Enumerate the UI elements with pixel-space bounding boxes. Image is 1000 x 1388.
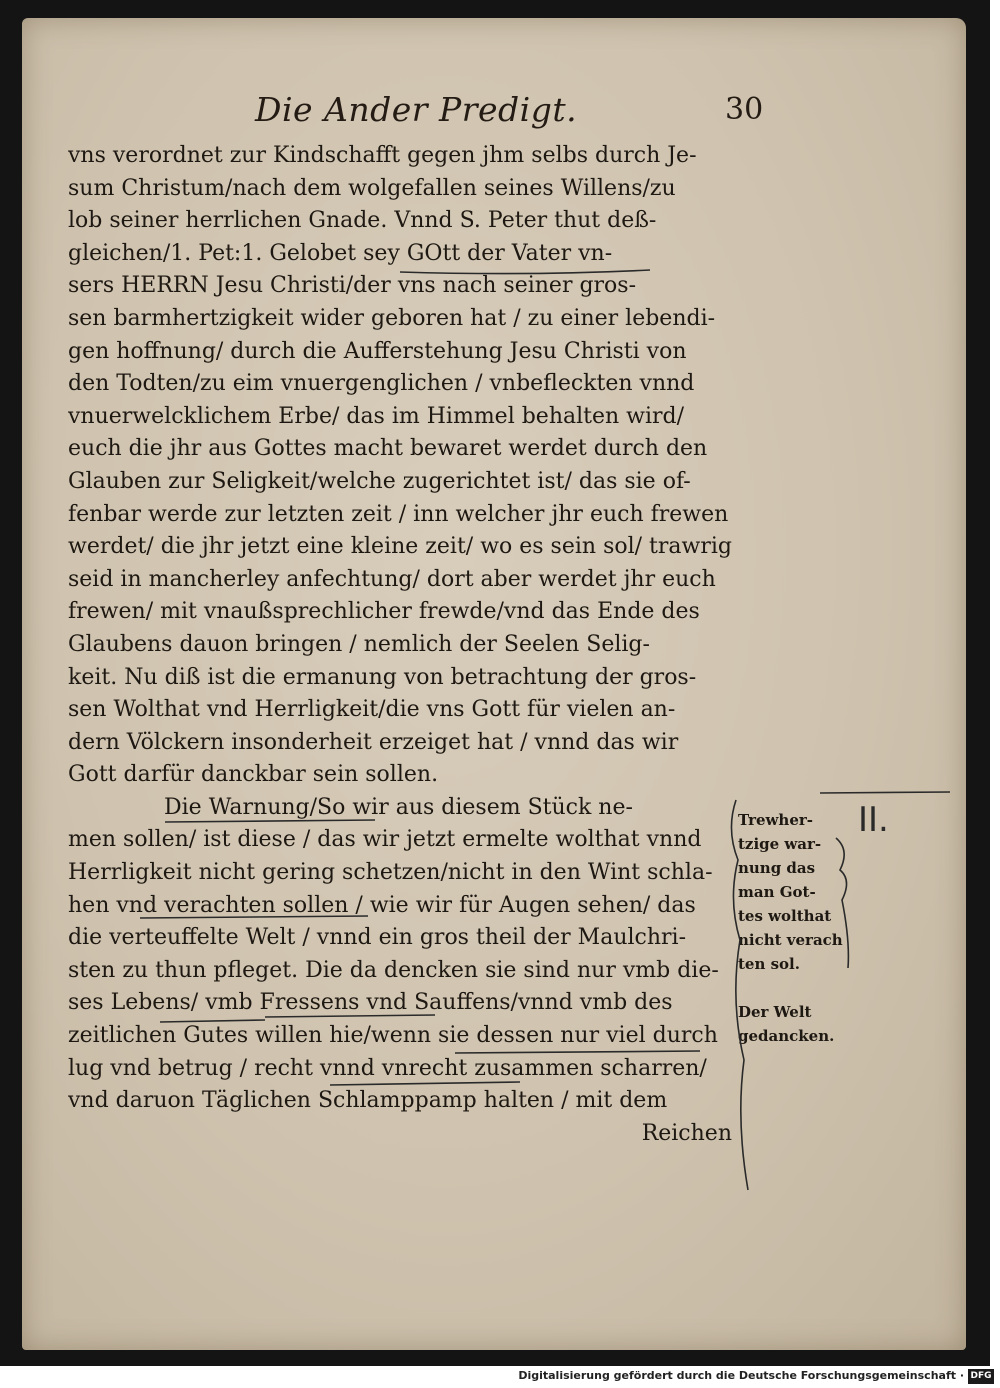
text-line: frewen/ mit vnaußsprechlicher frewde/vnd das Ende des bbox=[68, 599, 700, 625]
margin-note-line: gedancken. bbox=[738, 1027, 835, 1045]
margin-note-line: tes wolthat bbox=[738, 907, 832, 925]
running-head-title: Die Ander Predigt. bbox=[255, 90, 578, 129]
text-line: Glauben zur Seligkeit/welche zugerichtet ist/ das sie of- bbox=[68, 468, 691, 494]
dfg-logo: DFG bbox=[968, 1369, 994, 1384]
margin-note-line: nung das bbox=[738, 859, 816, 877]
text-line: Glaubens dauon bringen / nemlich der Seelen Selig- bbox=[68, 631, 650, 657]
text-line: sten zu thun pfleget. Die da dencken sie sind nur vmb die- bbox=[68, 957, 719, 983]
text-line: zeitlichen Gutes willen hie/wenn sie dessen nur viel durch bbox=[68, 1023, 718, 1049]
text-line: werdet/ die jhr jetzt eine kleine zeit/ wo es sein sol/ trawrig bbox=[68, 534, 732, 560]
underline-mark bbox=[455, 1051, 700, 1053]
manuscript-numeral: II. bbox=[858, 800, 889, 840]
text-line: gleichen/1. Pet:1. Gelobet sey GOtt der Vater vn- bbox=[68, 240, 613, 266]
text-line: sers HERRN Jesu Christi/der vns nach seiner gros- bbox=[68, 273, 637, 299]
text-line: Gott darfür danckbar sein sollen. bbox=[68, 762, 439, 788]
text-line: Herrligkeit nicht gering schetzen/nicht in den Wint schla- bbox=[68, 860, 713, 886]
text-line: lob seiner herrlichen Gnade. Vnnd S. Peter thut deß- bbox=[68, 208, 657, 234]
margin-note-line: nicht verach bbox=[738, 931, 843, 949]
page-number: 30 bbox=[725, 92, 764, 127]
text-line: vnd daruon Täglichen Schlamppamp halten / mit dem bbox=[68, 1088, 668, 1114]
catchword: Reichen bbox=[641, 1120, 732, 1146]
text-line: vnuerwelcklichem Erbe/ das im Himmel behalten wird/ bbox=[68, 403, 685, 429]
margin-note-line: Der Welt bbox=[738, 1003, 812, 1021]
underline-mark bbox=[160, 1020, 265, 1022]
text-line: die verteuffelte Welt / vnnd ein gros theil der Maulchri- bbox=[68, 925, 686, 951]
text-line: hen vnd verachten sollen / wie wir für Augen sehen/ das bbox=[68, 892, 696, 918]
text-line: vns verordnet zur Kindschafft gegen jhm selbs durch Je- bbox=[68, 143, 697, 168]
text-line: seid in mancherley anfechtung/ dort aber werdet jhr euch bbox=[68, 566, 716, 592]
underline-mark bbox=[330, 1082, 520, 1085]
margin-note-line: ten sol. bbox=[738, 955, 800, 973]
footer-credit: Digitalisierung gefördert durch die Deutsche Forschungsgemeinschaft · bbox=[518, 1369, 964, 1382]
text-line: gen hoffnung/ durch die Aufferstehung Jesu Christi von bbox=[68, 338, 687, 364]
text-line: lug vnd betrug / recht vnnd vnrecht zusammen scharren/ bbox=[68, 1055, 707, 1081]
margin-bracket bbox=[836, 838, 848, 968]
text-line: fenbar werde zur letzten zeit / inn welcher jhr euch frewen bbox=[68, 501, 729, 527]
text-line: Die Warnung/So wir aus diesem Stück ne- bbox=[164, 794, 633, 820]
margin-note-line: Trewher- bbox=[738, 811, 814, 829]
text-line: dern Völckern insonderheit erzeiget hat / vnnd das wir bbox=[68, 729, 679, 755]
underline-mark bbox=[400, 270, 650, 274]
underline-mark bbox=[265, 1015, 435, 1017]
underline-mark bbox=[165, 820, 375, 822]
margin-bracket bbox=[731, 800, 748, 1190]
text-line: den Todten/zu eim vnuergenglichen / vnbefleckten vnnd bbox=[68, 371, 695, 397]
text-line: ses Lebens/ vmb Fressens vnd Sauffens/vnnd vmb des bbox=[68, 990, 673, 1016]
margin-rule bbox=[820, 792, 950, 793]
margin-note-line: man Got- bbox=[738, 883, 816, 901]
text-line: men sollen/ ist diese / das wir jetzt ermelte wolthat vnnd bbox=[68, 827, 702, 853]
margin-note-line: tzige war- bbox=[738, 835, 822, 853]
text-line: euch die jhr aus Gottes macht bewaret werdet durch den bbox=[68, 436, 708, 462]
text-line: keit. Nu diß ist die ermanung von betrachtung der gros- bbox=[68, 664, 697, 690]
text-line: sum Christum/nach dem wolgefallen seines Willens/zu bbox=[68, 175, 676, 201]
text-line: sen barmhertzigkeit wider geboren hat / zu einer lebendi- bbox=[68, 305, 716, 331]
underline-mark bbox=[140, 916, 368, 918]
text-line: sen Wolthat vnd Herrligkeit/die vns Gott für vielen an- bbox=[68, 697, 676, 723]
